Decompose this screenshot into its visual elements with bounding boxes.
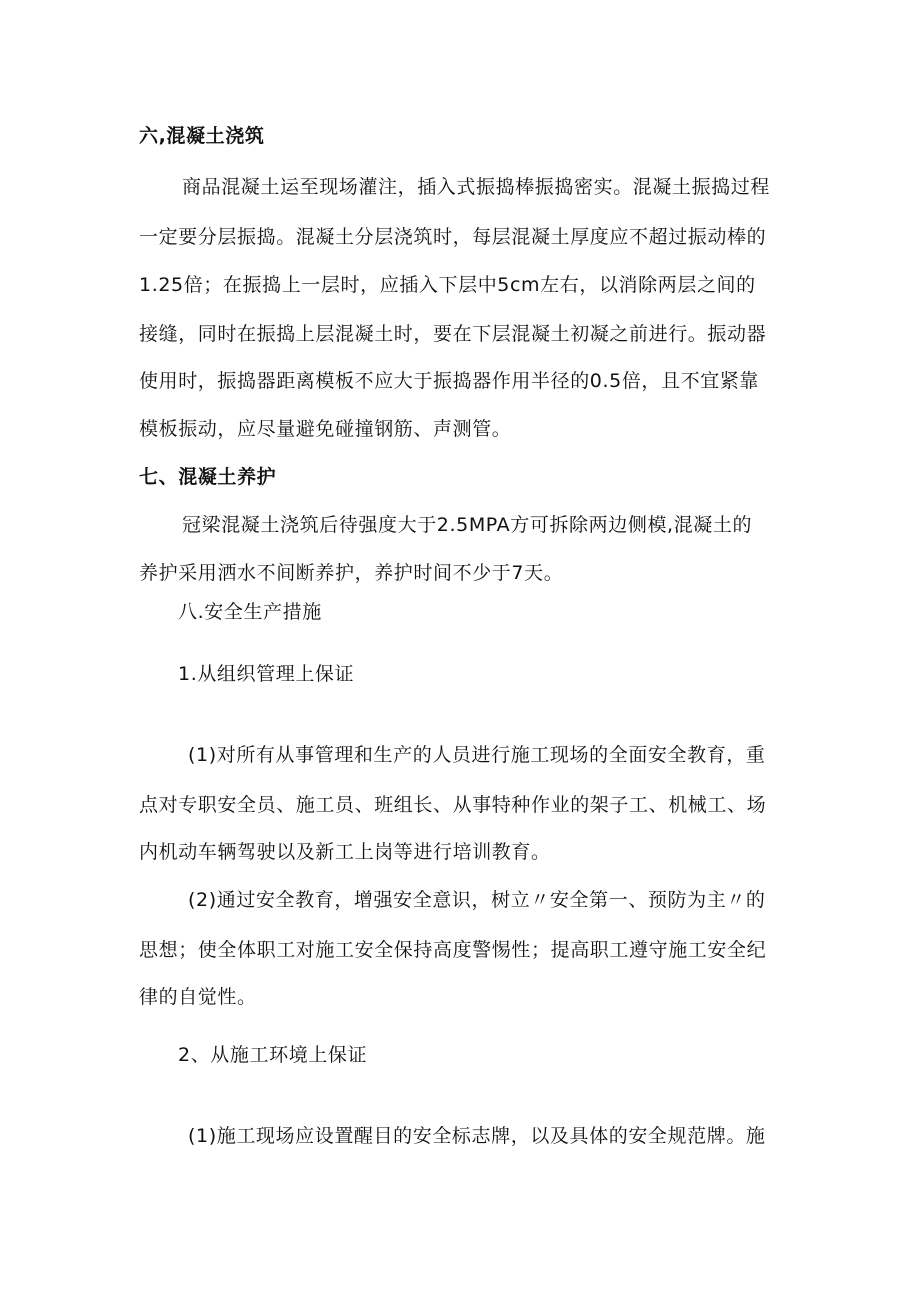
section-6-line-4: 接缝，同时在振捣上层混凝土时，要在下层混凝土初凝之前进行。振动器	[139, 323, 767, 345]
subsection-1-item-1-line-2: 点对专职安全员、施工员、班组长、从事特种作业的架子工、机械工、场	[139, 794, 767, 816]
subsection-1-item-1-line-1: (1)对所有从事管理和生产的人员进行施工现场的全面安全教育，重	[188, 744, 766, 766]
subsection-1-item-2-line-1: (2)通过安全教育，增强安全意识，树立〃安全第一、预防为主〃的	[188, 889, 766, 911]
section-8-heading: 八.安全生产措施	[178, 601, 322, 623]
subsection-1-title: 1.从组织管理上保证	[178, 663, 355, 685]
section-6-line-3: 1.25倍；在振捣上一层时，应插入下层中5cm左右，以消除两层之间的	[139, 274, 756, 296]
section-7-heading: 七、混凝土养护	[139, 466, 277, 488]
section-6-heading: 六,混凝土浇筑	[139, 125, 265, 147]
subsection-2-item-1-line-1: (1)施工现场应设置醒目的安全标志牌，以及具体的安全规范牌。施	[188, 1125, 766, 1147]
subsection-1-item-2-line-2: 思想；使全体职工对施工安全保持高度警惕性；提高职工遵守施工安全纪	[139, 939, 767, 961]
subsection-1-item-1-line-3: 内机动车辆驾驶以及新工上岗等进行培训教育。	[139, 841, 551, 863]
section-6-line-2: 一定要分层振捣。混凝土分层浇筑时，每层混凝土厚度应不超过振动棒的	[139, 226, 767, 248]
section-6-line-5: 使用时，振捣器距离模板不应大于振捣器作用半径的0.5倍，且不宜紧靠	[139, 370, 760, 392]
section-6-line-6: 模板振动，应尽量避免碰撞钢筋、声测管。	[139, 418, 512, 440]
subsection-1-item-2-line-3: 律的自觉性。	[139, 986, 257, 1008]
subsection-2-title: 2、从施工环境上保证	[178, 1044, 368, 1066]
section-7-line-1: 冠梁混凝土浇筑后待强度大于2.5MPA方可拆除两边侧模,混凝土的	[182, 514, 753, 536]
section-6-line-1: 商品混凝土运至现场灌注，插入式振捣棒振捣密实。混凝土振捣过程	[182, 176, 771, 198]
section-7-line-2: 养护采用洒水不间断养护，养护时间不少于7天。	[139, 562, 564, 584]
